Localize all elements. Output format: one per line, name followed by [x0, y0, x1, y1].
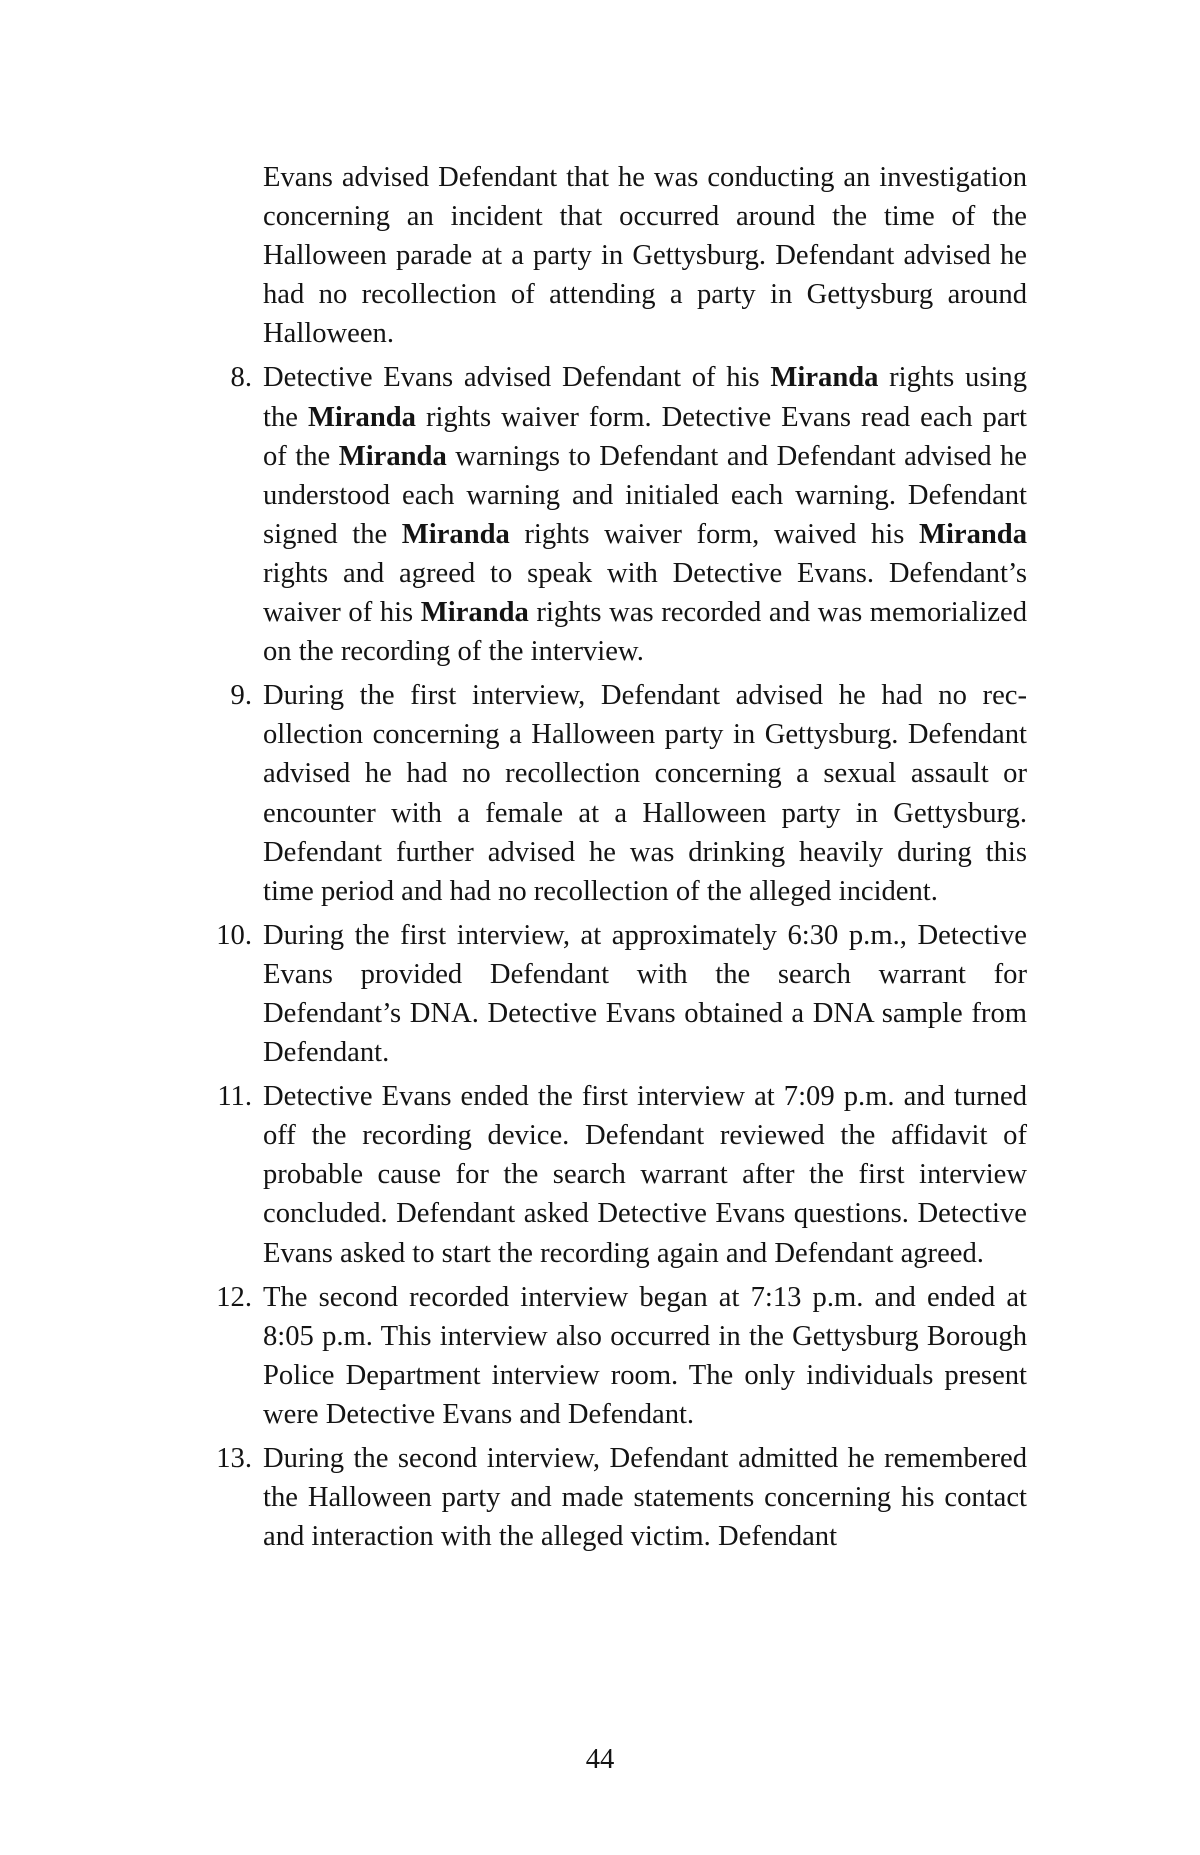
paragraph-text: During the first interview, at approximately 6:30 p.m., Detective Evans provided Defendant with the search warrant for Defendant’s DNA. Detective Evans obtained a DNA sample from Defendant. [263, 919, 1027, 1069]
paragraph-text: During the first interview, Defendant advised he had no recollection concerning a Halloween party in Gettysburg. Defendant advised he had no recollection concerning a sexual assault or encounter with a female at a Halloween party in Gettysburg. Defendant further advised he was drinking heavily during this time period and had no recollection of the alleged incident. [263, 680, 1027, 907]
numbered-paragraph [190, 358, 1027, 671]
numbered-paragraph [190, 1439, 1027, 1556]
paragraph-text: rights waiver form. Detective Evans read each part of the [263, 401, 1027, 472]
numbered-paragraph [190, 916, 1027, 1072]
paragraph-number: 9. [230, 680, 252, 712]
paragraph-number: 11. [217, 1081, 252, 1113]
numbered-paragraph [190, 158, 1027, 353]
paragraph-text: rights and agreed to speak with Detective Evans. Defendant’s waiver of his [263, 557, 1027, 629]
numbered-paragraph [190, 676, 1027, 911]
paragraph-text: During the second interview, Defendant admitted he remembered the Halloween party and made statements concerning his contact and interaction with the alleged victim. Defendant [263, 1443, 1027, 1553]
numbered-paragraph [190, 1077, 1027, 1272]
case-name-emphasis: Miranda [307, 401, 416, 433]
page-number: 44 [585, 1744, 615, 1775]
paragraph-number: 10. [216, 919, 252, 951]
paragraph-text: Detective Evans advised Defendant of his [263, 362, 771, 394]
paragraph-text: The second recorded interview began at 7:13 p.m. and ended at 8:05 p.m. This interview also occurred in the Gettysburg Borough Police Department interview room. The only individuals present were Detective Evans and Defendant. [263, 1281, 1027, 1430]
case-name-emphasis: Miranda [918, 518, 1027, 550]
paragraph-number: 13. [216, 1443, 252, 1474]
body-text [190, 158, 1027, 1556]
paragraph-number: 12. [216, 1281, 252, 1313]
paragraph-text: rights waiver form, waived his [509, 518, 919, 550]
case-name-emphasis: Miranda [401, 518, 510, 550]
numbered-paragraph [190, 1278, 1027, 1434]
paragraph-number: 8. [230, 362, 252, 394]
paragraph-text: Detective Evans ended the first interview at 7:09 p.m. and turned off the recording device. Defendant reviewed the affidavit of probable cause for the search warrant after the first interview concluded. Defendant asked Detective Evans questions. Detective Evans asked to start the recording again and Defendant agreed. [263, 1081, 1027, 1269]
case-name-emphasis: Miranda [420, 597, 529, 629]
paragraph-text: warnings to Defendant and Defendant advised he understood each warning and initialed each warning. Defendant signed the [263, 440, 1027, 550]
case-name-emphasis: Miranda [338, 440, 447, 472]
paragraph-text: Evans advised Defendant that he was conducting an investigation concerning an incident that occurred around the time of the Halloween parade at a party in Gettysburg. Defendant advised he had no recollection of attending a party in Gettysburg around Halloween. [263, 162, 1027, 350]
paragraph-text: rights using the [263, 362, 1027, 433]
case-name-emphasis: Miranda [770, 362, 879, 394]
paragraph-text: rights was recorded and was memorialized on the recording of the interview. [263, 597, 1027, 668]
